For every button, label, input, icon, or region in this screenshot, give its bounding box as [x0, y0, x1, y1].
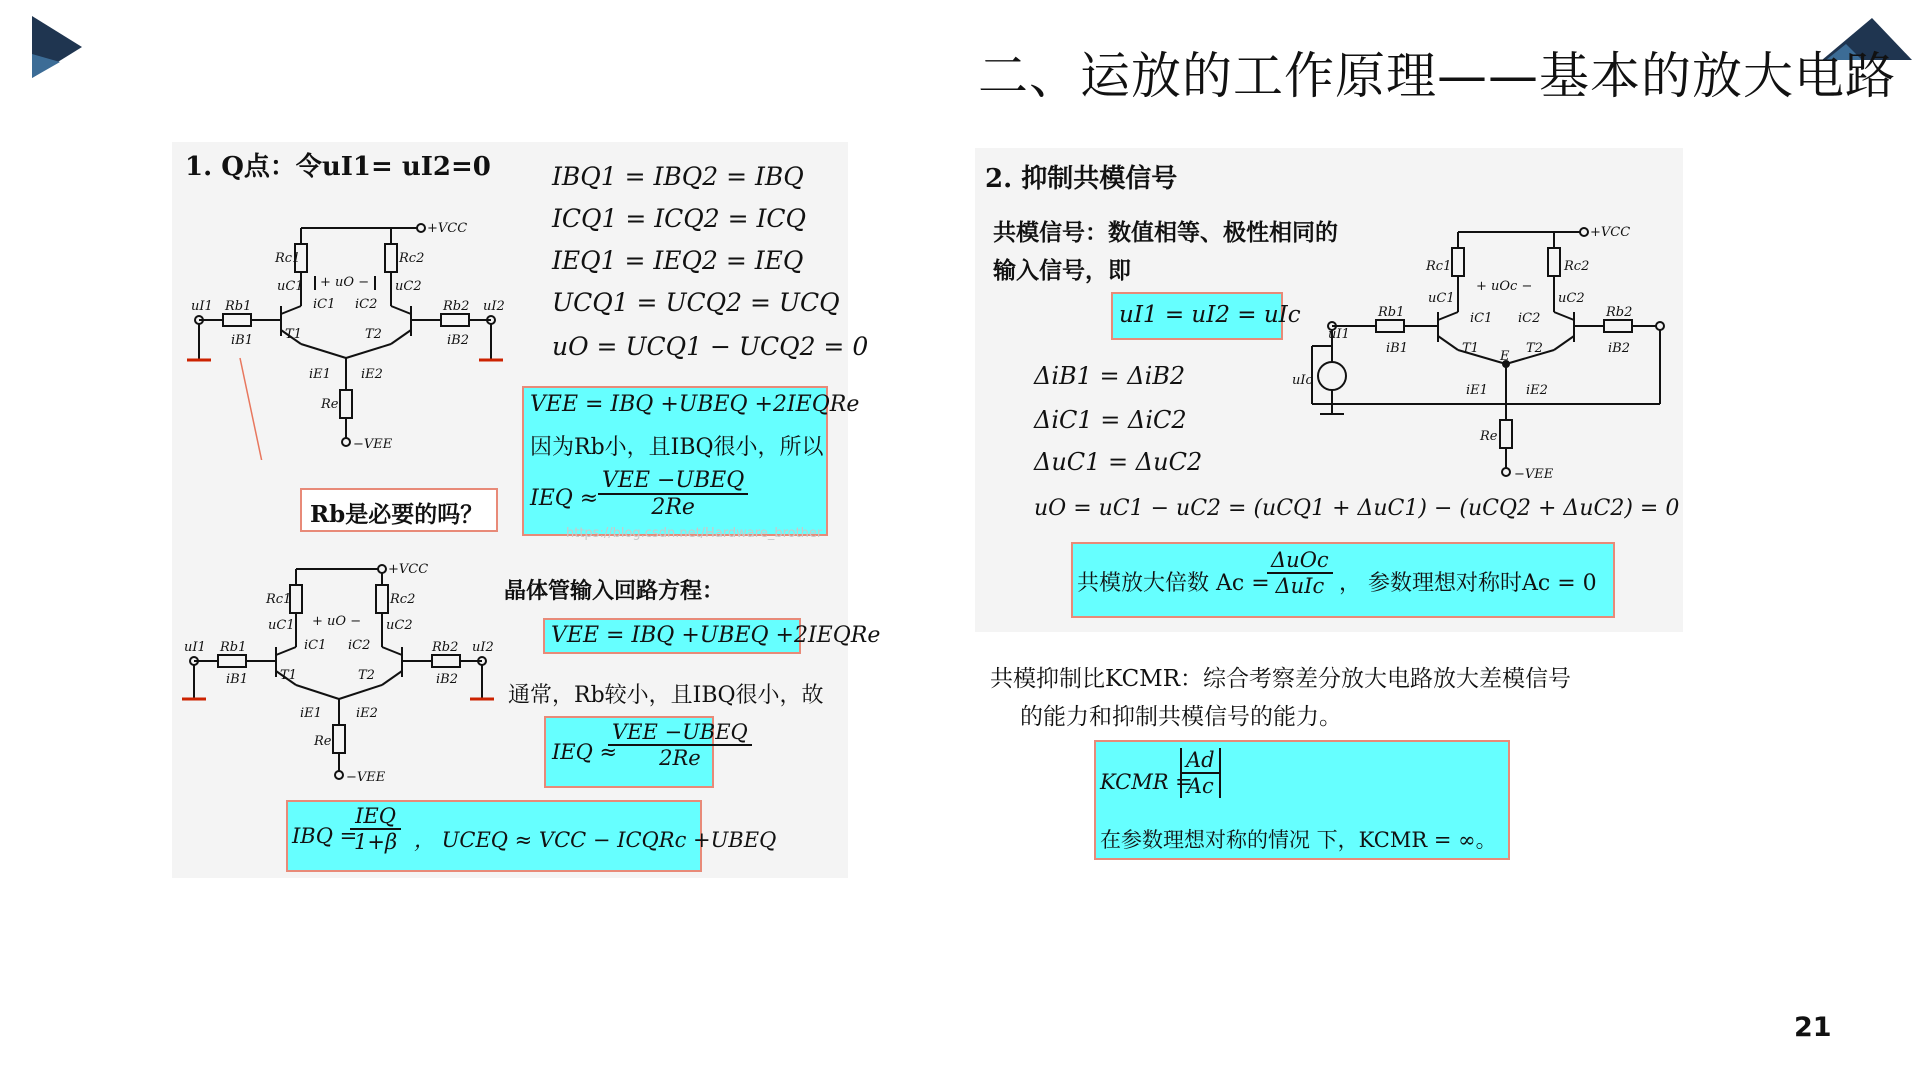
equation-line: IEQ1 = IEQ2 = IEQ	[552, 246, 804, 275]
rc1-label: Rc1	[1426, 259, 1452, 274]
t1-label: T1	[285, 327, 302, 342]
delta-line: ΔuC1 = ΔuC2	[1034, 448, 1203, 476]
t2-label: T2	[358, 668, 375, 683]
cmrr-description: 的能力和抑制共模信号的能力。	[1020, 704, 1342, 730]
t2-label: T2	[1526, 341, 1543, 356]
cmrr-fraction	[1180, 748, 1221, 798]
delta-line: ΔiB1 = ΔiB2	[1034, 362, 1186, 390]
rb-question: Rb是必要的吗？	[300, 488, 498, 532]
ibq-uceq-box	[286, 800, 777, 872]
uc1-label: uC1	[277, 279, 304, 294]
rc1-label: Rc1	[266, 592, 292, 607]
slide-title: 二、运放的工作原理——基本的放大电路	[978, 47, 1896, 105]
rb1-label: Rb1	[220, 640, 247, 655]
ib2-label: iB2	[436, 672, 458, 687]
vee-label: −VEE	[353, 437, 393, 452]
cmrr-label: KCMR =	[1100, 770, 1193, 794]
corner-play-icon	[30, 14, 84, 80]
t2-label: T2	[365, 327, 382, 342]
re-label: Re	[1480, 429, 1498, 444]
rc2-label: Rc2	[1564, 259, 1590, 274]
cmrr-ideal: 在参数理想对称的情况 下，KCMR = ∞。	[1100, 828, 1497, 852]
gain-fraction	[1267, 548, 1333, 598]
rb1-label: Rb1	[225, 299, 252, 314]
vcc-label: +VCC	[1590, 225, 1631, 240]
rb2-label: Rb2	[1606, 305, 1633, 320]
differential-amplifier-circuit	[185, 210, 525, 460]
vcc-label: +VCC	[427, 221, 468, 236]
re-label: Re	[321, 397, 339, 412]
ie2-label: iE2	[1526, 383, 1548, 398]
input-loop-equation: VEE = IBQ +UBEQ +2IEQRe	[543, 618, 801, 654]
cmrr-description: 共模抑制比KCMR：综合考察差分放大电路放大差模信号	[990, 666, 1572, 692]
box-line: 因为Rb小，且IBQ很小，所以	[530, 435, 824, 460]
uo-label: + uO −	[320, 275, 370, 290]
ui1-label: uI1	[184, 640, 206, 655]
ib1-label: iB1	[231, 333, 253, 348]
common-mode-desc: 共模信号：数值相等、极性相同的	[993, 219, 1338, 246]
ic2-label: iC2	[348, 638, 371, 653]
rc2-label: Rc2	[390, 592, 416, 607]
ui2-label: uI2	[483, 299, 505, 314]
box-line: VEE = IBQ +UBEQ +2IEQRe	[530, 392, 860, 417]
ibq-label: IBQ =	[292, 824, 358, 848]
ui1-label: uI1	[1328, 327, 1350, 342]
gain-label: 共模放大倍数 Ac =	[1077, 571, 1270, 596]
uc1-label: uC1	[268, 618, 295, 633]
common-mode-heading: 2. 抑制共模信号	[985, 164, 1178, 194]
uc2-label: uC2	[386, 618, 413, 633]
ibq-fraction	[350, 804, 401, 854]
rb2-label: Rb2	[443, 299, 470, 314]
fraction-numerator: ΔuOc	[1267, 548, 1333, 574]
ieq-approx: IEQ ≈	[530, 486, 599, 511]
vcc-label: +VCC	[388, 562, 429, 577]
input-loop-title: 晶体管输入回路方程：	[504, 578, 725, 604]
fraction-numerator: VEE −UBEQ	[598, 468, 748, 495]
watermark-text: https://blog.csdn.net/Hardware_brother	[566, 526, 823, 541]
vee-label: −VEE	[346, 770, 386, 785]
rb1-label: Rb1	[1378, 305, 1405, 320]
output-equation: uO = uC1 − uC2 = (uCQ1 + ΔuC1) − (uCQ2 + ΔuC2) = 0	[1034, 496, 1680, 521]
uic-label: uIc	[1292, 373, 1313, 388]
q-point-heading: 1. Q点：令uI1= uI2=0	[185, 152, 491, 182]
fraction-denominator: Ac	[1186, 774, 1214, 798]
fraction-denominator: 2Re	[659, 746, 701, 770]
uoc-label: + uOc −	[1476, 279, 1533, 294]
vee-label: −VEE	[1514, 467, 1554, 480]
re-label: Re	[314, 734, 332, 749]
ib1-label: iB1	[226, 672, 248, 687]
page-number: 21	[1794, 1012, 1832, 1043]
fraction-denominator: 1+β	[354, 830, 398, 854]
uc1-label: uC1	[1428, 291, 1455, 306]
ic2-label: iC2	[1518, 311, 1541, 326]
t1-label: T1	[280, 668, 297, 683]
ie2-label: iE2	[361, 367, 383, 382]
gain-suffix: ， 参数理想对称时Ac = 0	[1339, 571, 1597, 596]
common-mode-gain-box	[1071, 542, 1615, 618]
ie1-label: iE1	[1466, 383, 1488, 398]
ib1-label: iB1	[1386, 341, 1408, 356]
equation-line: UCQ1 = UCQ2 = UCQ	[552, 288, 840, 317]
ieq-box	[544, 716, 748, 788]
ie1-label: iE1	[309, 367, 331, 382]
rb2-label: Rb2	[432, 640, 459, 655]
ie1-label: iE1	[300, 706, 322, 721]
fraction-numerator: VEE −UBEQ	[608, 720, 752, 746]
delta-line: ΔiC1 = ΔiC2	[1034, 406, 1187, 434]
ieq-approx: IEQ ≈	[552, 740, 618, 764]
rc2-label: Rc2	[399, 251, 425, 266]
ie2-label: iE2	[356, 706, 378, 721]
ic1-label: iC1	[1470, 311, 1493, 326]
fraction-denominator: ΔuIc	[1275, 574, 1325, 598]
ic1-label: iC1	[304, 638, 327, 653]
differential-amplifier-circuit-2	[180, 555, 510, 791]
rc1-label: Rc1	[275, 251, 301, 266]
equation-line: uO = UCQ1 − UCQ2 = 0	[552, 332, 869, 361]
equation-line: IBQ1 = IBQ2 = IBQ	[552, 162, 804, 191]
ui2-label: uI2	[472, 640, 494, 655]
t1-label: T1	[1462, 341, 1479, 356]
ic1-label: iC1	[313, 297, 336, 312]
uc2-label: uC2	[1558, 291, 1585, 306]
ib2-label: iB2	[447, 333, 469, 348]
common-mode-circuit	[1290, 218, 1676, 480]
uceq-equation: ， UCEQ ≈ VCC − ICQRc +UBEQ	[414, 828, 777, 852]
ib2-label: iB2	[1608, 341, 1630, 356]
uc2-label: uC2	[395, 279, 422, 294]
ieq-fraction	[608, 720, 752, 770]
vee-equation-box	[522, 386, 860, 536]
e-node-label: E	[1500, 349, 1510, 364]
ic2-label: iC2	[355, 297, 378, 312]
fraction-numerator: Ad	[1182, 748, 1219, 774]
common-mode-input-eq: uI1 = uI2 = uIc	[1111, 292, 1283, 340]
cmrr-box	[1094, 740, 1510, 860]
ieq-fraction	[598, 468, 748, 520]
equation-line: ICQ1 = ICQ2 = ICQ	[552, 204, 806, 233]
fraction-denominator: 2Re	[651, 495, 695, 520]
ui1-label: uI1	[191, 299, 213, 314]
common-mode-desc: 输入信号，即	[993, 257, 1131, 284]
uo-label: + uO −	[312, 614, 362, 629]
fraction-numerator: IEQ	[350, 804, 401, 830]
usually-text: 通常，Rb较小，且IBQ很小，故	[508, 683, 824, 708]
